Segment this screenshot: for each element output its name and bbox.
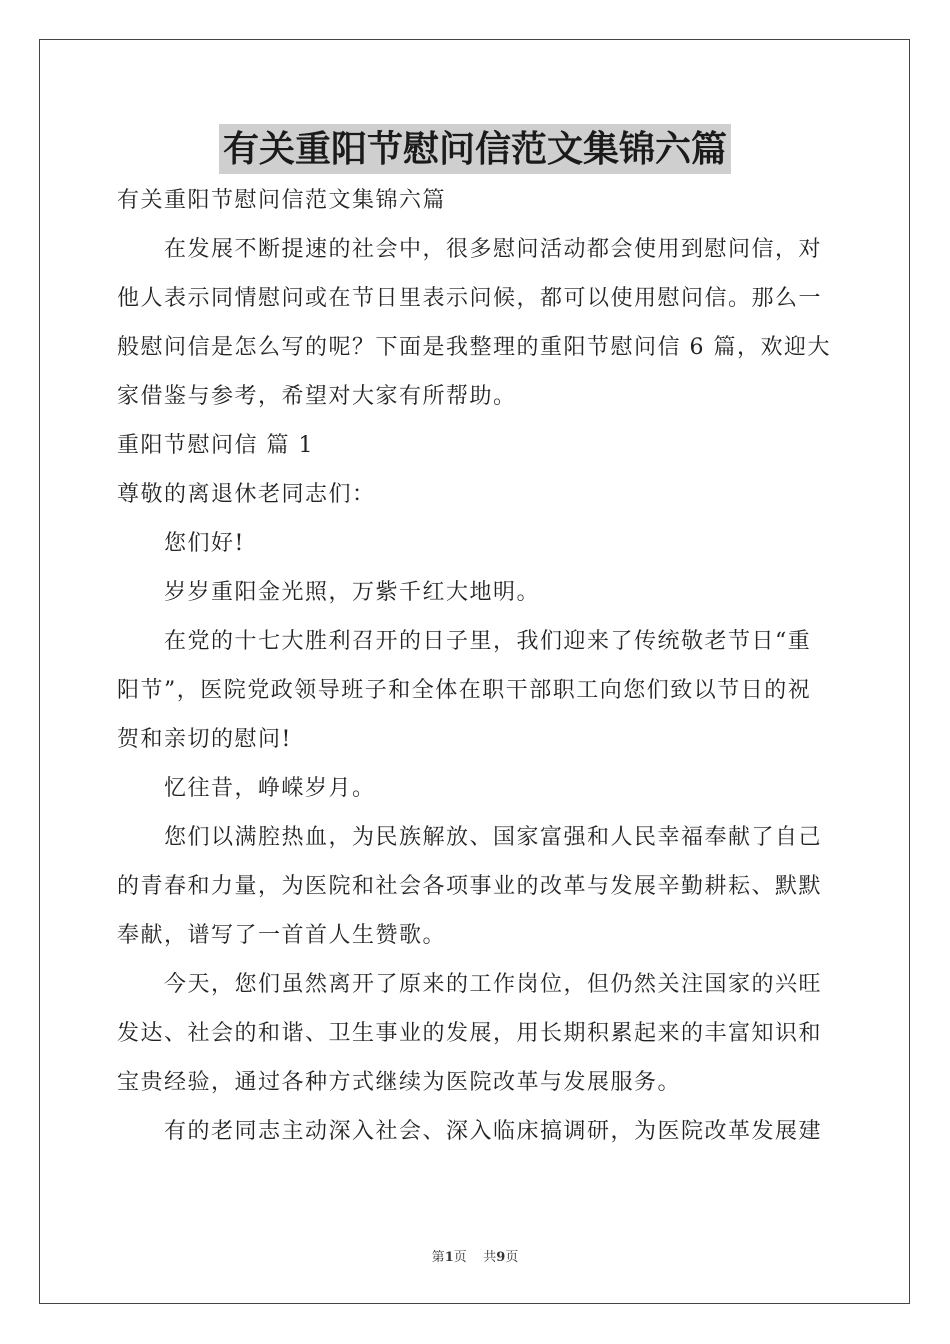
footer-page-prefix: 第 — [431, 1250, 445, 1265]
footer-page-mid: 页 共 — [453, 1250, 497, 1265]
body-line: 贺和亲切的慰问! — [117, 727, 292, 752]
section-heading: 重阳节慰问信 篇 1 — [117, 433, 314, 458]
salutation: 尊敬的离退休老同志们： — [117, 482, 376, 507]
document-title-block — [0, 124, 950, 174]
body-line: 的青春和力量，为医院和社会各项事业的改革与发展辛勤耕耘、默默 — [117, 874, 823, 899]
body-line: 家借鉴与参考，希望对大家有所帮助。 — [117, 384, 517, 409]
footer-page-number: 1 — [444, 1250, 454, 1265]
body-line: 忆往昔，峥嵘岁月。 — [164, 776, 376, 801]
body-line: 阳节”，医院党政领导班子和全体在职干部职工向您们致以节日的祝 — [117, 678, 812, 703]
body-line: 今天，您们虽然离开了原来的工作岗位，但仍然关注国家的兴旺 — [164, 972, 823, 997]
body-line: 他人表示同情慰问或在节日里表示问候，都可以使用慰问信。那么一 — [117, 286, 823, 311]
document-body — [117, 176, 837, 1156]
footer-page-suffix: 页 — [505, 1250, 519, 1265]
body-line: 宝贵经验，通过各种方式继续为医院改革与发展服务。 — [117, 1070, 682, 1095]
body-line: 您们以满腔热血，为民族解放、国家富强和人民幸福奉献了自己 — [164, 825, 823, 850]
body-line: 岁岁重阳金光照，万紫千红大地明。 — [164, 580, 541, 605]
body-line: 奉献，谱写了一首首人生赞歌。 — [117, 923, 447, 948]
subtitle-line: 有关重阳节慰问信范文集锦六篇 — [117, 188, 447, 213]
footer-total-pages: 9 — [496, 1250, 506, 1265]
body-line: 般慰问信是怎么写的呢？下面是我整理的重阳节慰问信 6 篇，欢迎大 — [117, 335, 831, 360]
document-title: 有关重阳节慰问信范文集锦六篇 — [219, 124, 731, 174]
body-line: 有的老同志主动深入社会、深入临床搞调研，为医院改革发展建 — [164, 1119, 823, 1144]
body-line: 发达、社会的和谐、卫生事业的发展，用长期积累起来的丰富知识和 — [117, 1021, 823, 1046]
page-footer — [0, 1246, 950, 1265]
body-line: 在党的十七大胜利召开的日子里，我们迎来了传统敬老节日“重 — [164, 629, 812, 654]
greeting: 您们好! — [164, 531, 245, 556]
body-line: 在发展不断提速的社会中，很多慰问活动都会使用到慰问信，对 — [164, 237, 823, 262]
